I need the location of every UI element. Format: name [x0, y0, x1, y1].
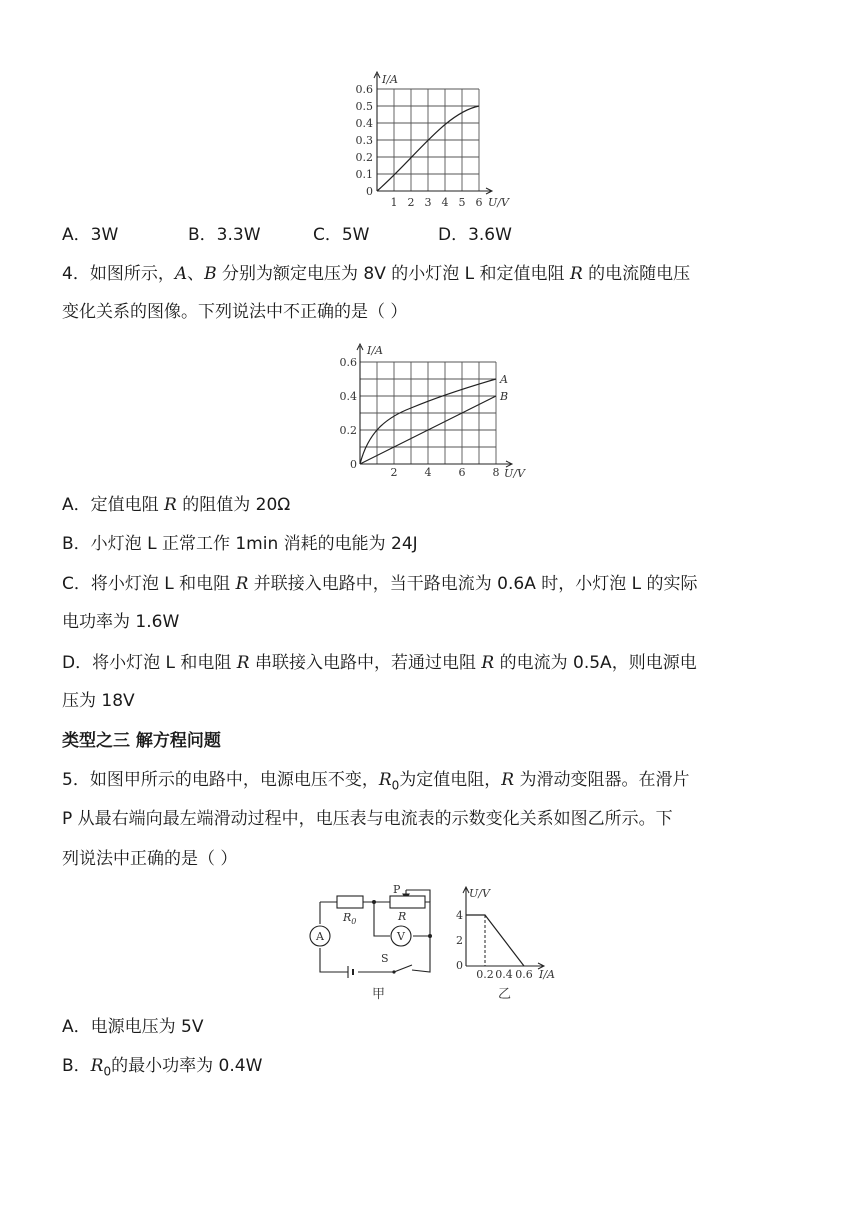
q4-y-tick: 0.4: [339, 390, 357, 403]
q5-circuit-diagram: [300, 880, 450, 1005]
q4-x-tick: 6: [458, 466, 466, 478]
q5-y-label: U/V: [469, 887, 490, 900]
switch-symbol: [394, 965, 412, 972]
q4-x-label: U/V: [504, 467, 525, 478]
q5-stem-line2: P 从最右端向最左端滑动过程中，电压表与电流表的示数变化关系如图乙所示。下: [62, 809, 673, 829]
q3-y-tick: 0.4: [355, 117, 373, 130]
q4-option-d-cont: 压为 18V: [62, 691, 135, 711]
q3-y-tick: 0.3: [355, 134, 373, 147]
q5-option-b: B．$R_0$的最小功率为 0.4W: [62, 1056, 263, 1079]
q5-voltage-current-graph: [450, 880, 565, 1005]
q3-x-tick: 1: [390, 196, 398, 209]
q4-y-label: I/A: [367, 344, 383, 357]
q3-x-tick: 3: [424, 196, 432, 209]
q5-stem-line3: 列说法中正确的是（ ）: [62, 849, 238, 869]
q5-graph-line: [466, 915, 524, 966]
slider-p-label: P: [393, 883, 401, 896]
q3-current-voltage-graph: [340, 68, 520, 214]
ammeter-label: A: [316, 930, 324, 943]
section-heading: 类型之三 解方程问题: [62, 731, 221, 751]
voltmeter-label: V: [397, 930, 405, 943]
q4-x-tick: 4: [424, 466, 432, 478]
q3-y-tick: 0.5: [355, 100, 373, 113]
q4-y-tick: 0: [350, 458, 357, 471]
switch-label: S: [381, 952, 389, 965]
q3-option-b: B．3.3W: [188, 225, 261, 245]
q4-curve-a-label: A: [500, 373, 508, 386]
q5-stem-line1: 5．如图甲所示的电路中，电源电压不变，$R_0$为定值电阻，R 为滑动变阻器。在滑片: [62, 770, 690, 793]
q3-x-tick: 5: [458, 196, 466, 209]
q4-x-tick: 2: [390, 466, 398, 478]
q4-option-c: C．将小灯泡 L 和电阻 R 并联接入电路中，当干路电流为 0.6A 时，小灯泡 L 的实际: [62, 574, 698, 594]
q5-y-tick: 4: [456, 909, 463, 922]
q4-x-tick: 8: [492, 466, 500, 478]
q3-option-d: D．3.6W: [438, 225, 512, 245]
q4-stem-line1: 4．如图所示，A、B 分别为额定电压为 8V 的小灯泡 L 和定值电阻 R 的电流随电压: [62, 264, 691, 284]
q3-x-tick: 4: [441, 196, 449, 209]
q3-option-a: A．3W: [62, 225, 119, 245]
q5-y-tick: 0: [456, 959, 463, 972]
q3-y-tick: 0.6: [355, 83, 373, 96]
q4-option-a: A．定值电阻 R 的阻值为 20Ω: [62, 495, 291, 515]
q5-x-tick: 0.2: [476, 968, 494, 981]
r0-resistor: [337, 896, 363, 908]
q5-x-label: I/A: [539, 968, 555, 981]
q3-y-tick: 0.2: [355, 151, 373, 164]
q3-x-tick: 2: [407, 196, 415, 209]
r-rheostat: [390, 896, 425, 908]
q4-grid: [360, 362, 496, 464]
q4-option-b: B．小灯泡 L 正常工作 1min 消耗的电能为 24J: [62, 534, 418, 554]
circuit-caption: 甲: [372, 987, 386, 1002]
q3-y-tick: 0: [366, 185, 373, 198]
q4-stem-line2: 变化关系的图像。下列说法中不正确的是（ ）: [62, 302, 408, 322]
q4-y-tick: 0.2: [339, 424, 357, 437]
q4-option-c-cont: 电功率为 1.6W: [62, 612, 180, 632]
q3-x-label: U/V: [488, 196, 509, 209]
q3-x-tick: 6: [475, 196, 483, 209]
q5-y-tick: 2: [456, 934, 463, 947]
q3-y-tick: 0.1: [355, 168, 373, 181]
q4-line-b-label: B: [500, 390, 509, 403]
q4-option-d: D．将小灯泡 L 和电阻 R 串联接入电路中，若通过电阻 R 的电流为 0.5A，则电源电: [62, 653, 697, 673]
graph-caption: 乙: [498, 987, 512, 1002]
q3-y-label: I/A: [382, 73, 398, 86]
q5-x-tick: 0.6: [515, 968, 533, 981]
q4-current-voltage-graph: [330, 338, 540, 478]
q5-option-a: A．电源电压为 5V: [62, 1017, 204, 1037]
q3-option-c: C．5W: [313, 225, 370, 245]
q5-x-tick: 0.4: [495, 968, 513, 981]
r0-label: $R_0$: [343, 911, 357, 926]
q4-y-tick: 0.6: [339, 356, 357, 369]
r-label: R: [398, 910, 407, 923]
